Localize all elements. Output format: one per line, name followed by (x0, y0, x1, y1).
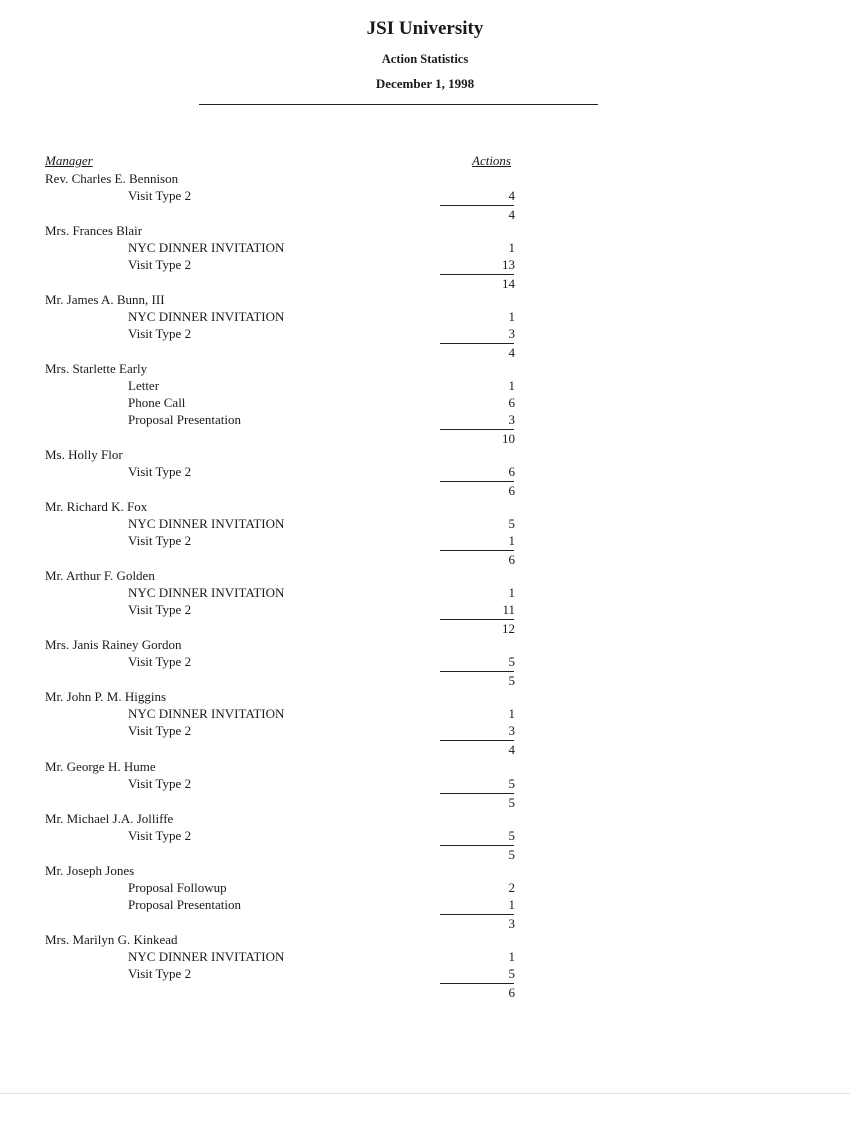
action-count: 6 (508, 395, 515, 410)
action-type: Visit Type 2 (128, 654, 192, 669)
action-count: 13 (502, 257, 515, 272)
report-title: JSI University (366, 18, 484, 39)
action-count: 3 (508, 326, 515, 341)
manager-total: 5 (508, 673, 515, 688)
action-type: Visit Type 2 (128, 966, 192, 981)
manager-name: Mrs. Starlette Early (45, 361, 148, 376)
manager-name: Mrs. Marilyn G. Kinkead (45, 932, 178, 947)
action-count: 1 (508, 309, 515, 324)
action-count: 4 (508, 188, 515, 203)
action-type: Visit Type 2 (128, 188, 192, 203)
manager-total: 4 (508, 207, 515, 222)
manager-total: 3 (508, 916, 515, 931)
manager-total: 6 (508, 552, 515, 567)
action-count: 5 (508, 776, 515, 791)
actions-column-header: Actions (472, 153, 511, 168)
action-type: Proposal Followup (128, 880, 227, 895)
action-type: Phone Call (128, 395, 186, 410)
report-subtitle: Action Statistics (381, 52, 469, 66)
manager-name: Mrs. Janis Rainey Gordon (45, 637, 182, 652)
action-type: NYC DINNER INVITATION (128, 309, 285, 324)
action-count: 1 (508, 585, 515, 600)
action-type: Letter (128, 378, 160, 393)
action-count: 11 (502, 602, 515, 617)
action-type: Visit Type 2 (128, 326, 192, 341)
manager-name: Mr. George H. Hume (45, 759, 156, 774)
action-count: 5 (508, 966, 515, 981)
manager-name: Rev. Charles E. Bennison (45, 171, 179, 186)
manager-name: Mr. Michael J.A. Jolliffe (45, 811, 174, 826)
action-count: 1 (508, 949, 515, 964)
action-type: Visit Type 2 (128, 776, 192, 791)
manager-name: Mrs. Frances Blair (45, 223, 143, 238)
action-count: 3 (508, 412, 515, 427)
manager-total: 6 (508, 483, 515, 498)
page-bottom-edge (0, 1093, 850, 1094)
action-type: NYC DINNER INVITATION (128, 585, 285, 600)
action-count: 1 (508, 240, 515, 255)
action-count: 1 (508, 897, 515, 912)
action-type: Visit Type 2 (128, 257, 192, 272)
action-type: Visit Type 2 (128, 464, 192, 479)
manager-total: 4 (508, 345, 515, 360)
action-count: 3 (508, 723, 515, 738)
action-type: NYC DINNER INVITATION (128, 706, 285, 721)
manager-total: 6 (508, 985, 515, 1000)
action-type: NYC DINNER INVITATION (128, 949, 285, 964)
action-type: Visit Type 2 (128, 533, 192, 548)
manager-total: 5 (508, 847, 515, 862)
action-type: Proposal Presentation (128, 412, 242, 427)
action-count: 2 (508, 880, 515, 895)
manager-column-header: Manager (45, 153, 93, 168)
manager-total: 4 (508, 742, 515, 757)
manager-name: Mr. Joseph Jones (45, 863, 135, 878)
action-count: 1 (508, 533, 515, 548)
action-count: 5 (508, 654, 515, 669)
manager-name: Mr. Arthur F. Golden (45, 568, 155, 583)
report-date: December 1, 1998 (375, 76, 475, 91)
action-count: 1 (508, 378, 515, 393)
manager-total: 5 (508, 795, 515, 810)
action-type: NYC DINNER INVITATION (128, 240, 285, 255)
action-count: 5 (508, 516, 515, 531)
action-count: 1 (508, 706, 515, 721)
action-type: Proposal Presentation (128, 897, 242, 912)
manager-name: Mr. John P. M. Higgins (45, 689, 166, 704)
action-type: Visit Type 2 (128, 828, 192, 843)
manager-total: 12 (502, 621, 515, 636)
action-count: 5 (508, 828, 515, 843)
manager-total: 14 (502, 276, 515, 291)
action-type: Visit Type 2 (128, 723, 192, 738)
action-count: 6 (508, 464, 515, 479)
action-type: Visit Type 2 (128, 602, 192, 617)
manager-total: 10 (502, 431, 515, 446)
manager-name: Ms. Holly Flor (45, 447, 123, 462)
action-type: NYC DINNER INVITATION (128, 516, 285, 531)
manager-name: Mr. Richard K. Fox (45, 499, 148, 514)
manager-name: Mr. James A. Bunn, III (45, 292, 165, 307)
